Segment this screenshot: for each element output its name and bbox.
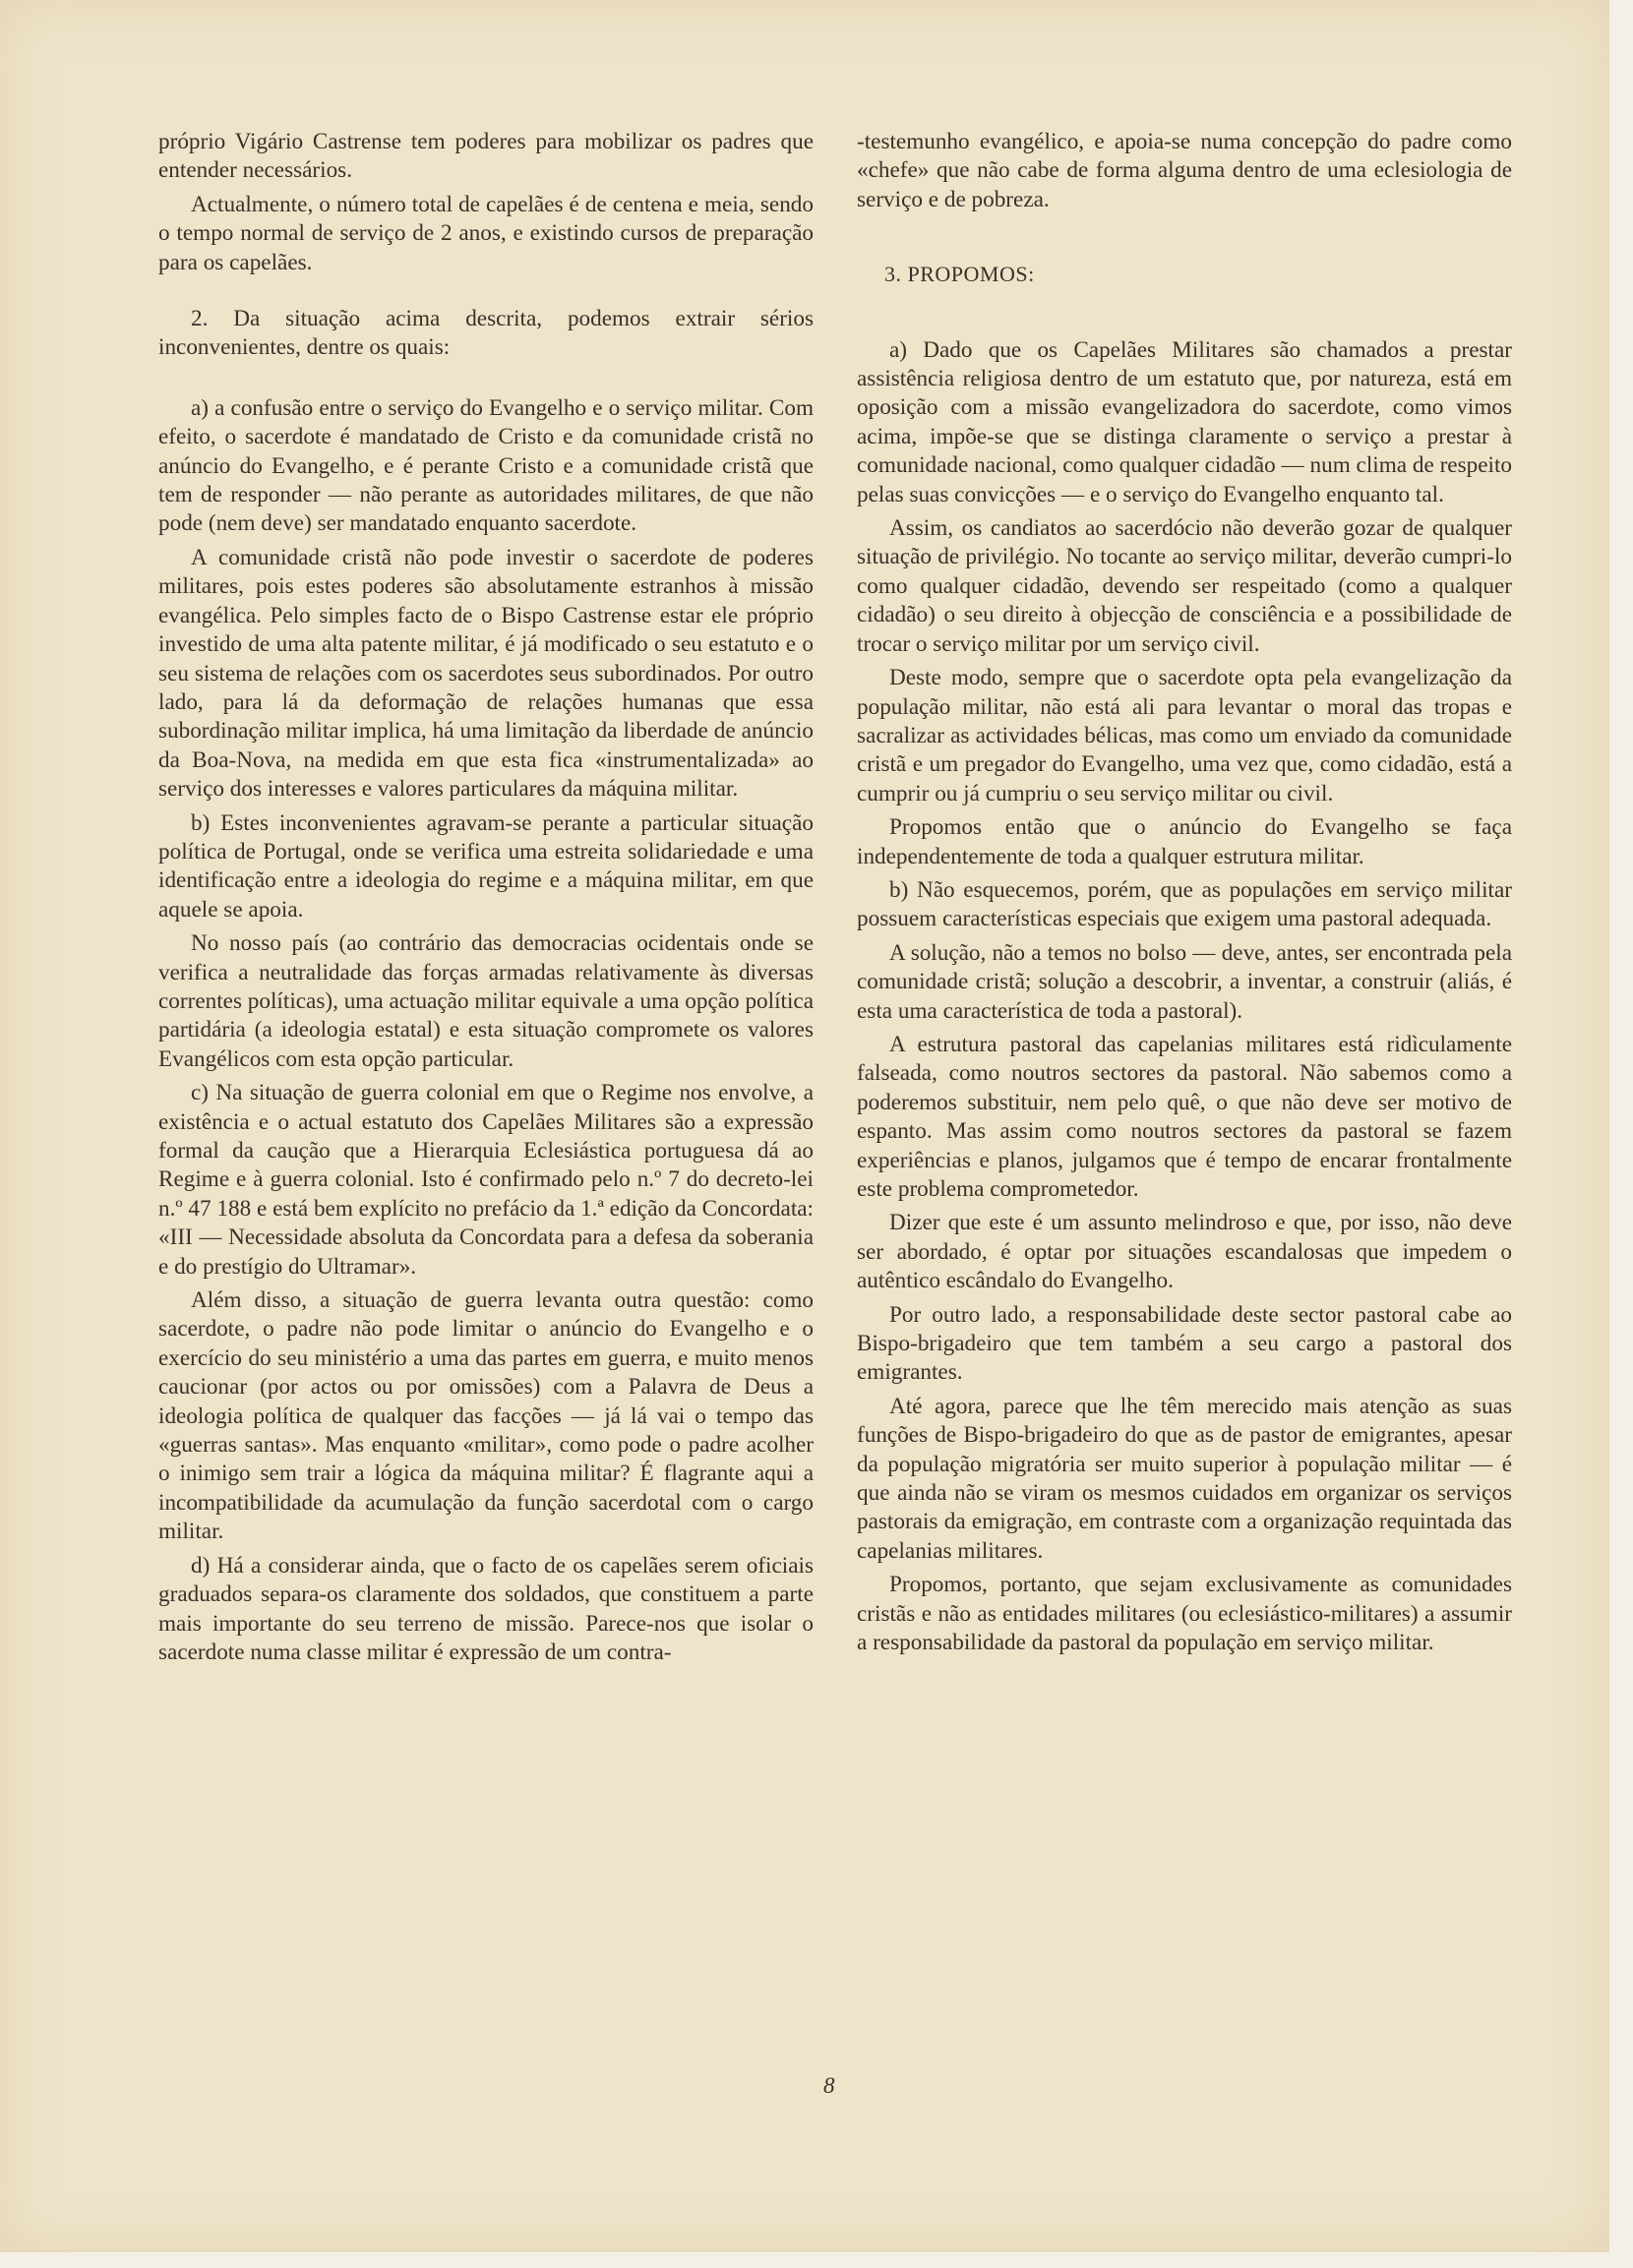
paragraph: Deste modo, sempre que o sacerdote opta pela evangelização da população militar, não está ali para levantar o moral das tropas e sacralizar as actividades bélicas, mas como um enviado da comunidade cristã e um pregador do Evangelho, uma vez que, como cidadão, está a cumprir ou já cumpriu o seu serviço militar ou civil.: [857, 665, 1512, 806]
paragraph: Dizer que este é um assunto melindroso e que, por isso, não deve ser abordado, é optar por situações escandalosas que impedem o autêntico escândalo do Evangelho.: [857, 1210, 1512, 1294]
page-bottom-edge: [0, 2252, 1633, 2268]
paragraph: d) Há a considerar ainda, que o facto de os capelães serem oficiais graduados separa-os claramente dos soldados, que constituem a parte mais importante do seu terreno de missão. Parece-nos que isolar o sacerdote numa classe militar é expressão de um contra-: [158, 1552, 814, 1665]
paragraph: a) a confusão entre o serviço do Evangelho e o serviço militar. Com efeito, o sacerdote é mandatado de Cristo e da comunidade cristã no anúncio do Evangelho, e é perante Cristo e a comunidade cristã que tem de responder — não perante as autoridades militares, de que não pode (nem deve) ser mandatado enquanto sacerdote.: [158, 394, 814, 537]
paragraph: Por outro lado, a responsabilidade deste sector pastoral cabe ao Bispo-brigadeiro que tem também a seu cargo a pastoral dos emigrantes.: [857, 1301, 1512, 1386]
paragraph: Além disso, a situação de guerra levanta outra questão: como sacerdote, o padre não pode limitar o anúncio do Evangelho e o exercício do seu ministério a uma das partes em guerra, e muito menos caucionar (por actos ou por omissões) com a Palavra de Deus a ideologia política de qualquer das facções — já lá vai o tempo das «guerras santas». Mas enquanto «militar», como pode o padre acolher o inimigo sem trair a lógica da máquina militar? É flagrante aqui a incompatibilidade da acumulação da função sacerdotal com o cargo militar.: [158, 1287, 814, 1545]
paragraph: Propomos, portanto, que sejam exclusivamente as comunidades cristãs e não as entidades militares (ou eclesiástico-militares) a assumir a responsabilidade da pastoral da população em serviço militar.: [857, 1572, 1512, 1656]
left-column: [158, 128, 814, 1672]
paragraph-continued: -testemunho evangélico, e apoia-se numa concepção do padre como «chefe» que não cabe de forma alguma dentro de uma eclesiologia de serviço e de pobreza.: [857, 129, 1512, 212]
section-heading: 3. PROPOMOS:: [884, 262, 1035, 287]
paragraph: Assim, os candiatos ao sacerdócio não deverão gozar de qualquer situação de privilégio. No tocante ao serviço militar, deverão cumpri-lo como qualquer cidadão, devendo ser respeitado (como a qualquer cidadão) o seu direito à objecção de consciência e a possibilidade de trocar o serviço militar por um serviço civil.: [857, 515, 1512, 657]
page-edge: [1609, 0, 1633, 2268]
paragraph: 2. Da situação acima descrita, podemos extrair sérios inconvenientes, dentre os quais:: [158, 306, 814, 361]
paragraph: b) Estes inconvenientes agravam-se perante a particular situação política de Portugal, onde se verifica uma estreita solidariedade e uma identificação entre a ideologia do regime e a máquina militar, em que aquele se apoia.: [158, 809, 814, 923]
paragraph: a) Dado que os Capelães Militares são chamados a prestar assistência religiosa dentro de um estatuto que, por natureza, está em oposição com a missão evangelizadora do sacerdote, como vimos acima, impõe-se que se distinga claramente o serviço a prestar à comunidade nacional, como qualquer cidadão — num clima de respeito pelas suas convicções — e o serviço do Evangelho enquanto tal.: [857, 336, 1512, 507]
paragraph: Até agora, parece que lhe têm merecido mais atenção as suas funções de Bispo-brigadeiro do que as de pastor de emigrantes, apesar da população migratória ser muito superior à população militar — é que ainda não se viram os mesmos cuidados em organizar os serviços pastorais da emigração, em contraste com a organização requintada das capelanias militares.: [857, 1393, 1512, 1564]
paragraph: A comunidade cristã não pode investir o sacerdote de poderes militares, pois estes poderes são absolutamente estranhos à missão evangélica. Pelo simples facto de o Bispo Castrense estar ele próprio investido de uma alta patente militar, é já modificado o seu estatuto e o seu sistema de relações com os sacerdotes seus subordinados. Por outro lado, para lá da deformação de relações humanas que essa subordinação militar implica, há uma limitação da liberdade de anúncio da Boa-Nova, na medida em que esta fica «instrumentalizada» ao serviço dos interesses e valores particulares da máquina militar.: [158, 544, 814, 803]
paragraph: Actualmente, o número total de capelães é de centena e meia, sendo o tempo normal de serviço de 2 anos, e existindo cursos de preparação para os capelães.: [158, 191, 814, 275]
paragraph: b) Não esquecemos, porém, que as populações em serviço militar possuem características especiais que exigem uma pastoral adequada.: [857, 876, 1512, 932]
paragraph: próprio Vigário Castrense tem poderes para mobilizar os padres que entender necessários.: [158, 129, 814, 184]
paragraph: A solução, não a temos no bolso — deve, antes, ser encontrada pela comunidade cristã; solução a descobrir, a inventar, a construir (aliás, é esta uma característica de toda a pastoral).: [857, 939, 1512, 1024]
paragraph: c) Na situação de guerra colonial em que o Regime nos envolve, a existência e o actual estatuto dos Capelães Militares são a expressão formal da caução que a Hierarquia Eclesiástica portuguesa dá ao Regime e à guerra colonial. Isto é confirmado pelo n.º 7 do decreto-lei n.º 47 188 e está bem explícito no prefácio da 1.ª edição da Concordata: «III — Necessidade absoluta da Concordata para a defesa da soberania e do prestígio do Ultramar».: [158, 1080, 814, 1280]
paragraph: Propomos então que o anúncio do Evangelho se faça independentemente de toda a qualquer estrutura militar.: [857, 814, 1512, 869]
paragraph: A estrutura pastoral das capelanias militares está ridìculamente falseada, como noutros sectores da pastoral. Não sabemos como a poderemos substituir, nem pelo quê, o que não deve ser motivo de espanto. Mas assim como noutros sectores da pastoral se fazem experiências e planos, julgamos que é tempo de encarar frontalmente este problema comprometedor.: [857, 1031, 1512, 1202]
right-column: [857, 128, 1512, 1663]
paragraph: No nosso país (ao contrário das democracias ocidentais onde se verifica a neutralidade das forças armadas relativamente às diversas correntes políticas), uma actuação militar equivale a uma opção política partidária (a ideologia estatal) e esta situação compromete os valores Evangélicos com esta opção particular.: [158, 930, 814, 1072]
page-number: 8: [823, 2073, 835, 2098]
